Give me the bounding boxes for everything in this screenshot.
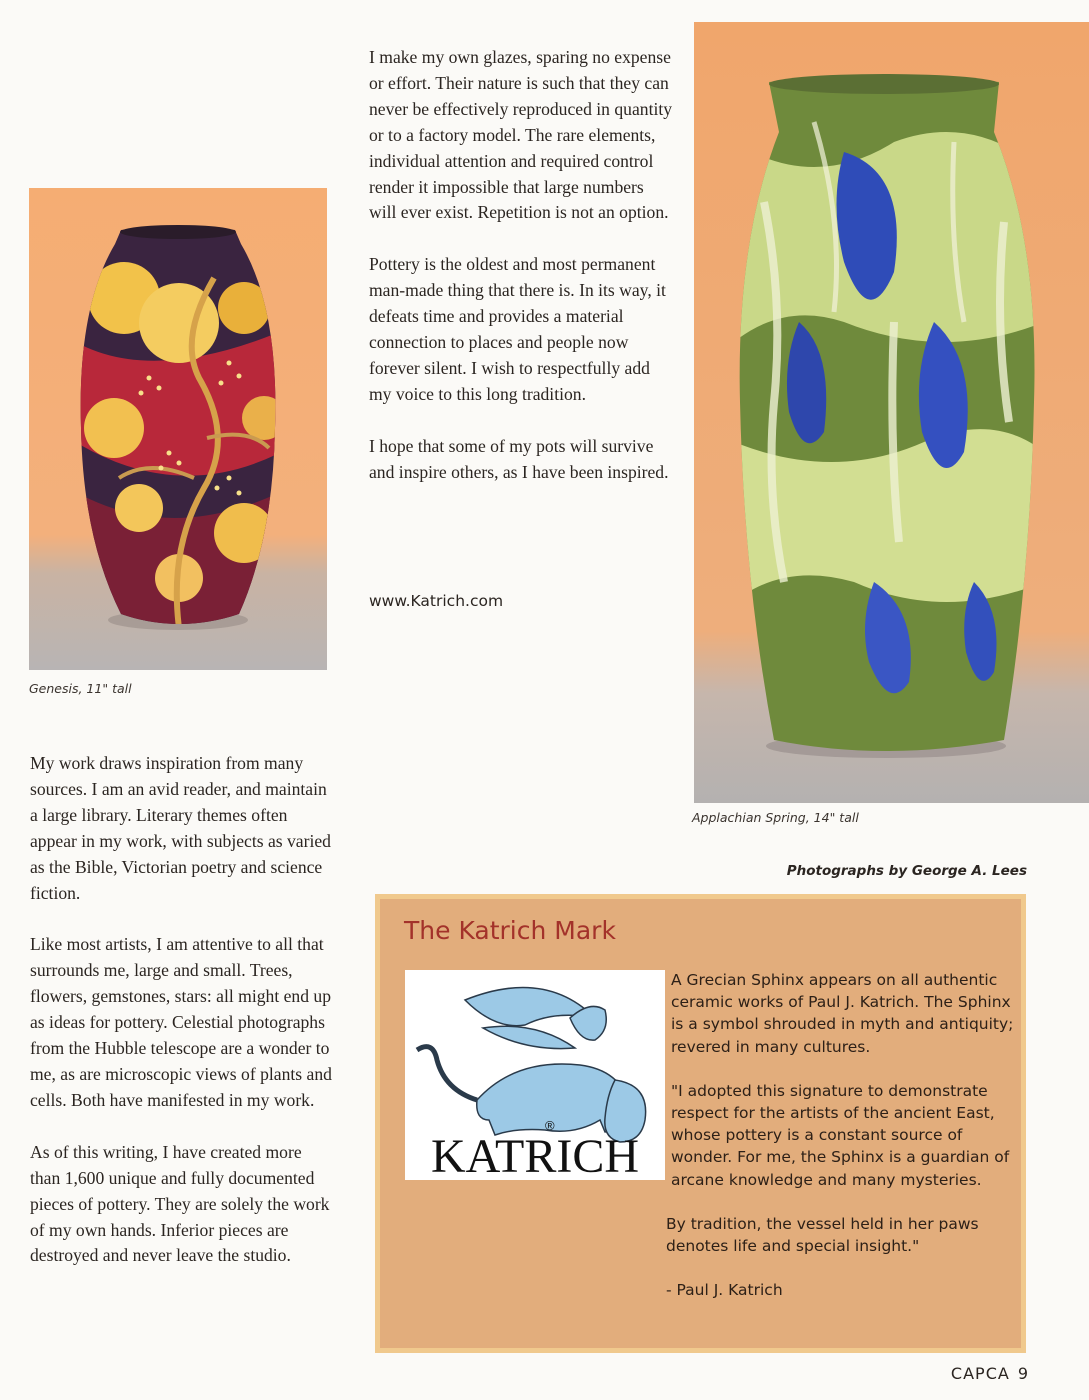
left-paragraph-3: As of this writing, I have created more than 1,600 unique and fully documented pieces of pottery. They are solely the work of my own hands. Inferior pieces are destroyed and never leave the studio. — [30, 1141, 330, 1266]
sphinx-logo — [405, 970, 665, 1180]
mark-paragraph-2: "I adopted this signature to demonstrate respect for the artists of the ancient East, whose pottery is a constant source of wonder. For me, the Sphinx is a guardian of arcane knowledge and many mysteries. — [671, 1081, 1010, 1189]
appalachian-spring-caption: Applachian Spring, 14" tall — [692, 810, 859, 825]
left-paragraph-2: Like most artists, I am attentive to all that surrounds me, large and small. Trees, flowers, gemstones, stars: all might end up as ideas for pottery. Celestial photographs from the Hubble telescope are a wonder to me, as are microscopic views of plants and cells. Both have manifested in my work. — [30, 934, 332, 1110]
magazine-name: CAPCA — [950, 1364, 1010, 1383]
mark-title: The Katrich Mark — [404, 916, 616, 945]
mark-description — [671, 969, 1016, 1213]
registered-mark: ® — [545, 1118, 555, 1133]
page-footer — [943, 1364, 1029, 1383]
mark-paragraph-3: By tradition, the vessel held in her paws denotes life and special insight." — [666, 1215, 979, 1256]
photo-credit: Photographs by George A. Lees — [786, 863, 1027, 879]
mark-paragraph-3-wrap — [666, 1213, 1011, 1324]
sphinx-logo-icon — [405, 970, 665, 1180]
left-paragraph-1: My work draws inspiration from many sources. I am an avid reader, and maintain a large library. Literary themes often appear in my work, with subjects as varied as the Bible, Victorian poetry and science fiction. — [30, 753, 331, 903]
mark-attribution: - Paul J. Katrich — [666, 1281, 783, 1300]
middle-paragraph-2: Pottery is the oldest and most permanent man-made thing that there is. In its way, it defeats time and provides a material connection to places and people now forever silent. I wish to respectfully add my voice to this long tradition. — [369, 254, 666, 404]
middle-paragraph-1: I make my own glazes, sparing no expense or effort. Their nature is such that they can never be effectively reproduced in quantity or to a factory model. The rare elements, individual attention and required control render it impossible that large numbers will ever exist. Repetition is not an option. — [369, 47, 673, 223]
genesis-caption: Genesis, 11" tall — [29, 681, 132, 696]
mark-paragraph-1: A Grecian Sphinx appears on all authentic ceramic works of Paul J. Katrich. The Sphinx is a symbol shrouded in myth and antiquity; revered in many cultures. — [671, 971, 1014, 1056]
left-column-text — [30, 751, 332, 1295]
middle-paragraph-3: I hope that some of my pots will survive and inspire others, as I have been inspired. — [369, 435, 669, 482]
katrich-mark-box — [375, 894, 1026, 1353]
logo-wordmark: KATRICH — [430, 1130, 640, 1180]
genesis-vase-image — [29, 188, 327, 670]
appalachian-spring-photo — [694, 22, 1089, 803]
middle-column-text — [369, 45, 675, 512]
genesis-vase-photo — [29, 188, 327, 670]
page-number: 9 — [1017, 1364, 1029, 1383]
appalachian-spring-vase-image — [694, 22, 1089, 803]
website-link[interactable]: www.Katrich.com — [369, 592, 504, 610]
